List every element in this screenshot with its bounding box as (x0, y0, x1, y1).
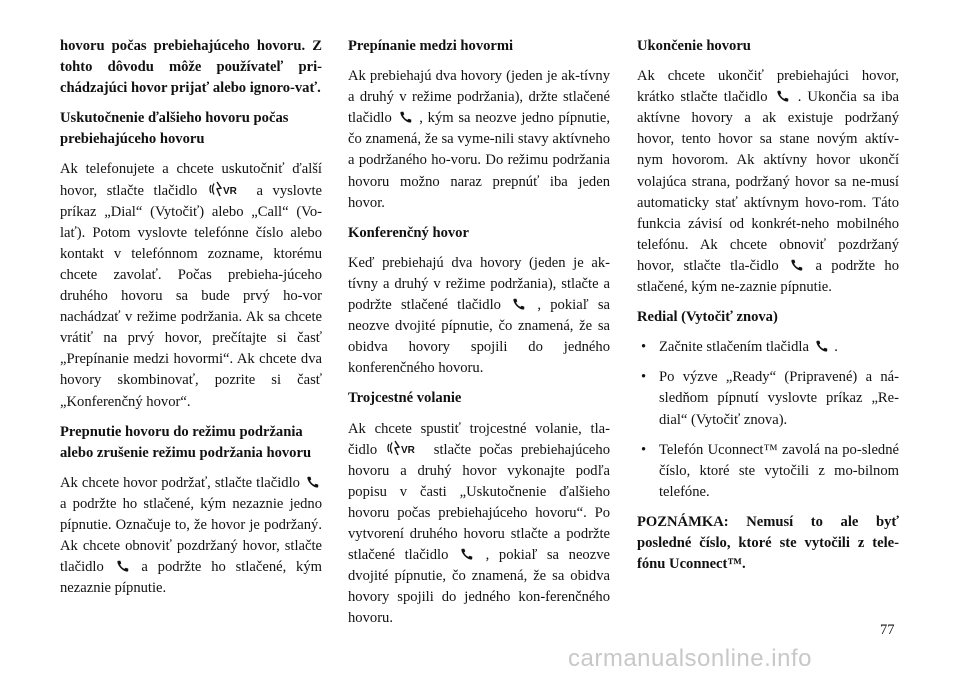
text-segment: , kým sa neozve jedno pípnutie, čo znamená, že sa vyme-nili stavy aktívneho a podržaného ho-voru. Do režimu podržania hovoru možno naraz prepnúť iba jeden hovor. (348, 110, 610, 211)
heading-end-call: Ukončenie hovoru (637, 38, 751, 54)
list-item: • Telefón Uconnect™ zavolá na po-sledné číslo, ktoré ste vytočili z mo-bilnom telefóne. (637, 440, 899, 503)
text-segment: Ak prebiehajú dva hovory (jeden je ak-tívny a druhý v režime podržania), držte stlačené tlačidlo (348, 68, 610, 127)
text-segment: Začnite stlačením tlačidla (659, 339, 809, 356)
vr-label: VR (222, 185, 237, 197)
text-segment: a podržte ho stlačené, kým ne-zaznie pípnutie. (637, 257, 899, 296)
phone-icon (116, 559, 130, 573)
note-paragraph: POZNÁMKA: Nemusí to ale byť posledné číslo, ktoré ste vytočili z tele-fónu Uconnect™. (637, 513, 899, 573)
page-number: 77 (880, 622, 895, 638)
text-segment: a vyslovte príkaz „Dial“ (Vytočiť) alebo „Call“ (Vo-lať). Potom vyslovte telefónne číslo alebo kontakt v telefónnom zozname, ktorému chcete zavolať. Počas prebieha-júceho druhého hovoru sa bude prvý ho-vor nachádzať v režime podržania. Ak sa chcete vrátiť na prvý hovor, prečítajte si časť „Prepínanie medzi hovormi“. Ak chcete dva hovory skombinovať, pozrite si časť „Konferenčný hovor“. (60, 182, 322, 410)
heading-conference: Konferenčný hovor (348, 224, 469, 241)
heading-three-way: Trojcestné volanie (348, 390, 462, 407)
column-1 (60, 36, 322, 608)
heading-hold: Prepnutie hovoru do režimu podržania alebo zrušenie režimu podržania hovoru (60, 423, 312, 461)
voice-recognition-icon (208, 181, 246, 197)
list-item: • Po výzve „Ready“ (Pripravené) a ná-sledňom pípnutí vyslovte príkaz „Re-dial“ (Vytočiť znova). (637, 367, 899, 430)
voice-recognition-icon (386, 440, 424, 456)
phone-icon (512, 297, 526, 311)
text-segment: , pokiaľ sa neozve dvojité pípnutie, čo znamená, že sa obidva hovory spojili do jedného konferenčného hovoru. (348, 297, 610, 377)
phone-icon (790, 258, 804, 272)
phone-icon (399, 110, 413, 124)
text-segment: Ak chcete hovor podržať, stlačte tlačidlo (60, 474, 300, 491)
text-segment: Ak chcete spustiť trojcestné volanie, tla-čidlo (348, 420, 610, 458)
paragraph-three-way (348, 419, 610, 630)
column-3 (637, 36, 899, 584)
text-segment: a podržte ho stlačené, kým nezaznie jedno pípnutie. Označuje to, že hovor je podržaný. Ak chcete obnoviť pozdržaný hovor, stlačte tlačidlo (60, 495, 322, 576)
column-2 (348, 36, 610, 638)
text-segment: Ak chcete ukončiť prebiehajúci hovor, krátko stlačte tlačidlo (637, 68, 899, 106)
phone-icon (460, 547, 474, 561)
paragraph-end-call (637, 66, 899, 298)
text-segment: Ak telefonujete a chcete uskutočniť ďalší hovor, stlačte tlačidlo (60, 161, 322, 199)
paragraph-conference (348, 253, 610, 380)
text-segment: stlačte počas prebiehajúceho hovoru a druhý hovor vykonajte podľa popisu v časti „Uskutočnenie ďalšieho hovoru počas prebiehajúceho hovoru“. Po vytvorení druhého hovoru stlačte a podržte stlačené tlačidlo (348, 441, 610, 564)
text-segment: . Ukončia sa iba aktívne hovory a ak existuje podržaný hovor, tento hovor sa stane novým aktív-nym hovorom. Ak aktívny hovor ukončí volajúca strana, podržaný hovor sa ne-musí automaticky stať aktívnym hovo-rom. Táto funkcia závisí od konkrét-neho mobilného telefónu. Ak chcete obnoviť pozdržaný hovor, stlačte tla-čidlo (637, 89, 900, 274)
phone-icon (776, 89, 790, 103)
paragraph-second-call (60, 159, 322, 412)
phone-icon (306, 475, 320, 489)
phone-icon (815, 339, 829, 353)
heading-redial: Redial (Vytočiť znova) (637, 309, 778, 326)
heading-switch-calls: Prepínanie medzi hovormi (348, 38, 514, 54)
text-segment: Keď prebiehajú dva hovory (jeden je ak-tívny a druhý v režime podržania), stlačte a podržte stlačené tlačidlo (348, 254, 610, 314)
vr-label: VR (401, 444, 416, 456)
redial-steps-list (637, 337, 899, 503)
watermark: carmanualsonline.info (568, 645, 812, 672)
heading-second-call: Uskutočnenie ďalšieho hovoru počas prebiehajúceho hovoru (60, 110, 289, 148)
text-segment: a podržte ho stlačené, kým nezaznie pípnutie. (60, 559, 322, 597)
paragraph-hold (60, 473, 322, 600)
list-item (637, 337, 899, 358)
text-segment: , pokiaľ sa neozve dvojité pípnutie, čo znamená, že sa obidva hovory spojili do jedného kon-ferenčného hovoru. (348, 547, 610, 627)
paragraph-switch-calls (348, 66, 610, 214)
intro-paragraph: hovoru počas prebiehajúceho hovoru. Z tohto dôvodu môže používateľ pri-chádzajúci hovor prijať alebo ignoro-vať. (60, 38, 322, 97)
text-segment: . (834, 339, 838, 356)
